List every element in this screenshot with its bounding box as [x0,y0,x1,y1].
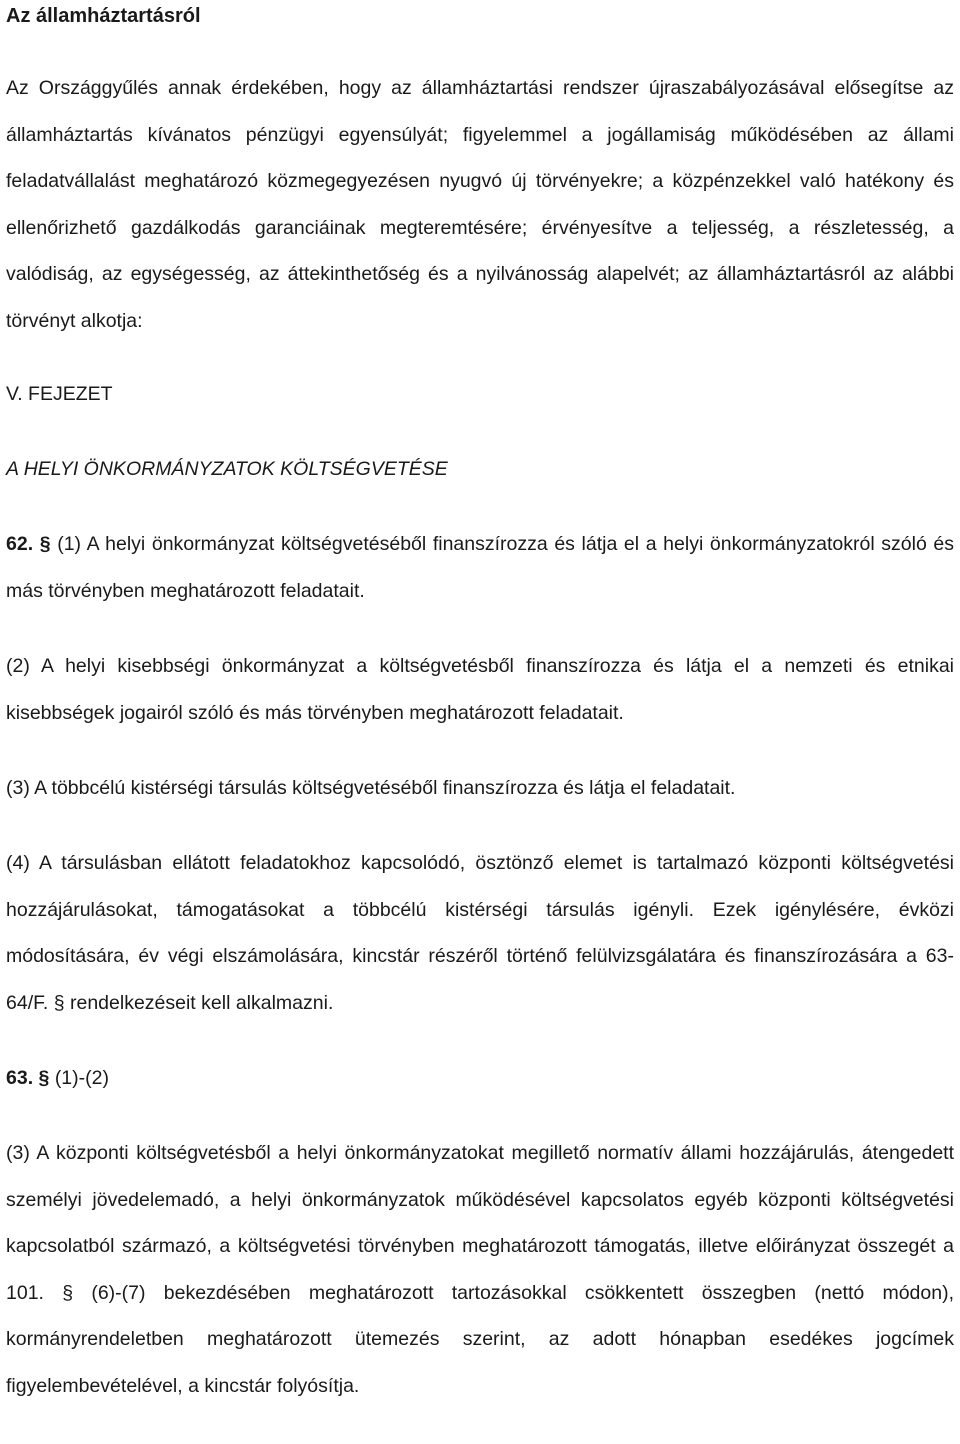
section-number: 62. [6,533,34,555]
section-62-paragraph-4 [6,840,954,1026]
section-range: (1)-(2) [54,1067,109,1089]
preamble-paragraph: Az Országgyűlés annak érdekében, hogy az államháztartási rendszer újraszabályozásával elősegítse az államháztartás kívánatos pénzügyi egyensúlyát; figyelemmel a jogállamiság működésében az állami feladatvállalást meghatározó közmegegyezésen nyugvó új törvényekre; a közpénzekkel való hatékony és ellenőrizhető gazdálkodás garanciáinak megteremtésére; érvényesítve a teljesség, a részletesség, a valódiság, az egységesség, az áttekinthetőség és a nyilvánosság alapelvét; az államháztartásról az alábbi törvényt alkotja: [6,77,954,332]
chapter-title: A HELYI ÖNKORMÁNYZATOK KÖLTSÉGVETÉSE [6,458,448,480]
section-62-paragraph-1 [6,521,954,614]
document-title: Az államháztartásról [6,5,201,27]
section-62-paragraph-3: (3) A többcélú kistérségi társulás költségvetéséből finanszírozza és látja el feladatait. [6,777,736,799]
chapter-heading: V. FEJEZET [6,383,113,405]
section-63-heading [6,1055,954,1102]
section-sign: § [53,991,65,1014]
paragraph-text: (3) A központi költségvetésből a helyi önkormányzatokat megillető normatív állami hozzájárulás, átengedett személyi jövedelemadó, a helyi önkormányzatok működésével kapcsolatos egyéb központi költségvetési kapcsolatból származó, a költségvetési törvényben meghatározott támogatás, illetve előirányzat összegét a 101. [6,1142,954,1304]
section-sign: § [38,1067,50,1089]
section-number: 63. [6,1067,34,1089]
section-63-paragraph-3 [6,1130,954,1409]
section-sign: § [39,533,51,555]
paragraph-text: (6)-(7) bekezdésében meghatározott tartozásokkal csökkentett összegben (nettó módon), kormányrendeletben meghatározott ütemezés szerint, az adott hónapban esedékes jogcímek figyelembevételével, a kincstár folyósítja. [6,1281,955,1397]
section-62-paragraph-2: (2) A helyi kisebbségi önkormányzat a költségvetésből finanszírozza és látja el a nemzeti és etnikai kisebbségek jogairól szóló és más törvényben meghatározott feladatait. [6,655,954,724]
paragraph-text: (1) A helyi önkormányzat költségvetéséből finanszírozza és látja el a helyi önkormányzatokról szóló és más törvényben meghatározott feladatait. [6,533,954,602]
paragraph-text: (4) A társulásban ellátott feladatokhoz kapcsolódó, ösztönző elemet is tartalmazó központi költségvetési hozzájárulásokat, támogatásokat a többcélú kistérségi társulás igényli. Ezek igénylésére, évközi módosítására, év végi elszámolására, kincstár részéről történő felülvizsgálatára és finanszírozására a 63-64/F. [6,852,954,1014]
section-sign: § [62,1281,74,1304]
paragraph-text: rendelkezéseit kell alkalmazni. [69,991,334,1014]
